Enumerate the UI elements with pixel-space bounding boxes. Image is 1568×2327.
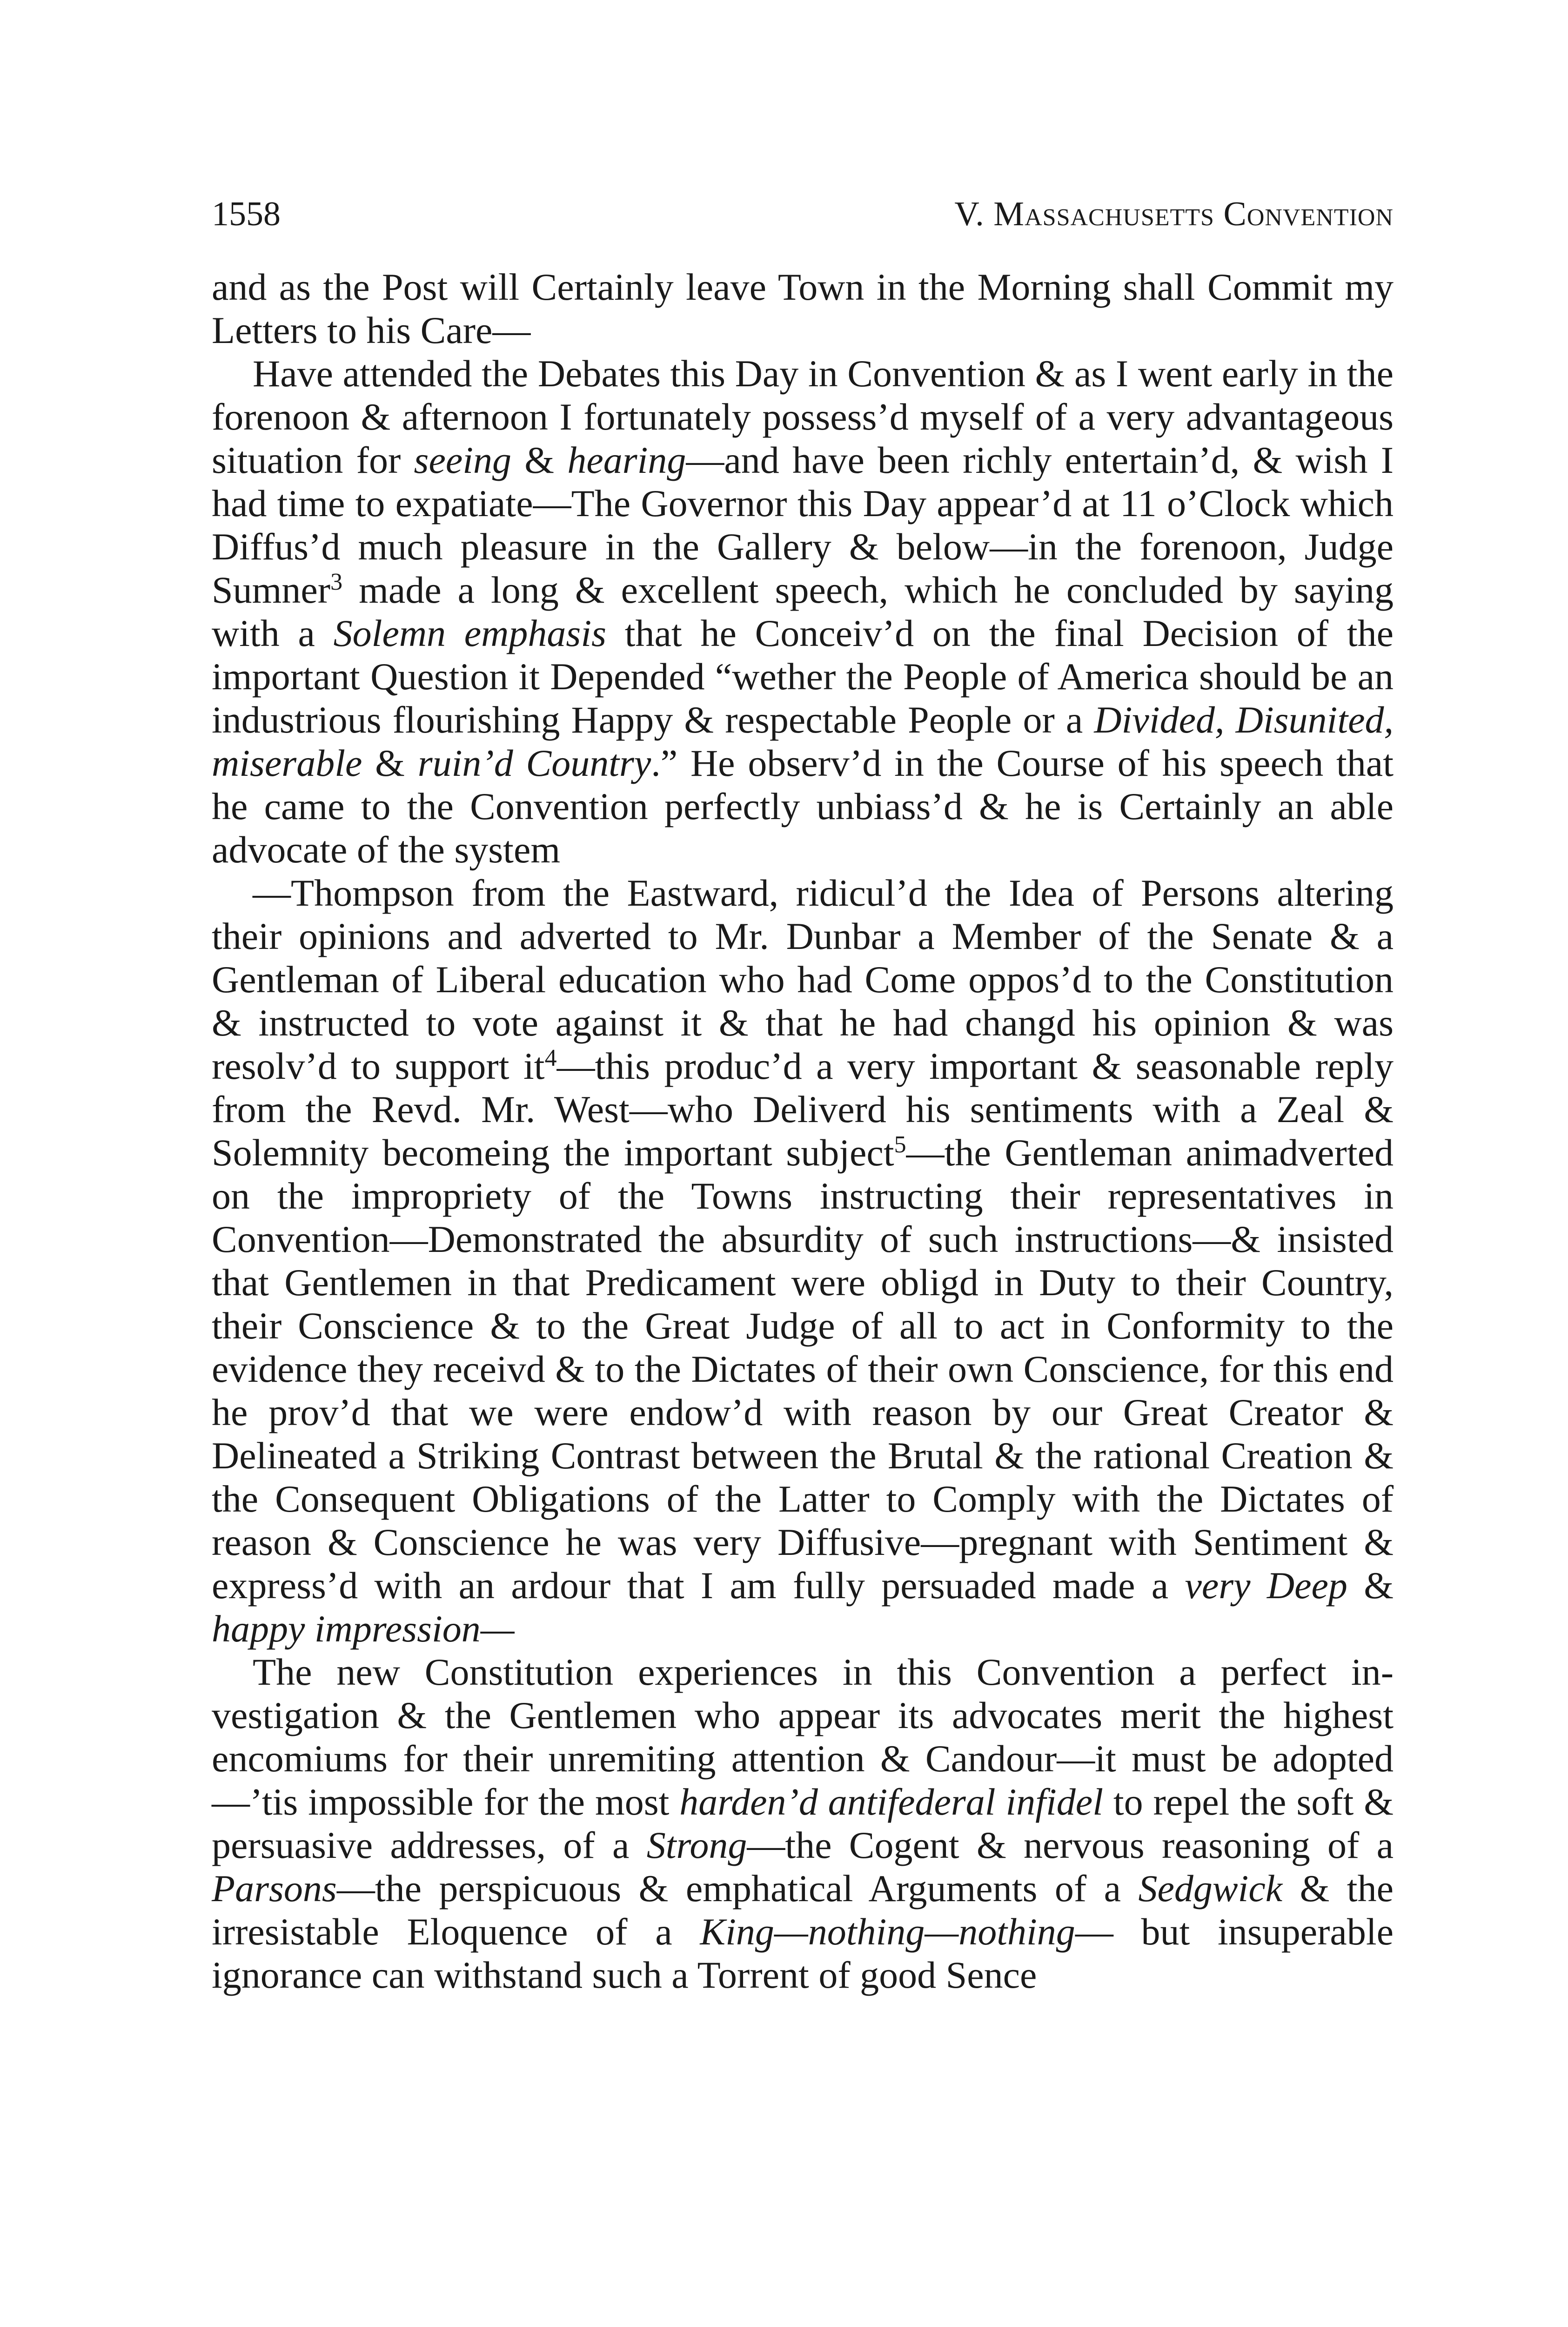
- italic-text: hearing: [567, 439, 686, 481]
- text-run: and as the Post will Certainly leave Town in the Morning shall Commit my Letters to his Care—: [212, 266, 1394, 351]
- italic-text: Solemn emphasis: [333, 612, 607, 654]
- paragraph: [212, 871, 1394, 1650]
- text-run: & the irresistable Eloquence of a: [212, 1867, 1394, 1953]
- text-run: The new Constitution experiences in this Convention a perfect investigation & the Gentlemen who appear its advocates merit the highest encomiums for their unremiting attention & Candour—it must be adopted—’tis impossible for the most: [212, 1651, 1394, 1823]
- text-run: — but insuperable ignorance can withstand such a Torrent of good Sence: [212, 1910, 1394, 1996]
- section-title: V. Massachusetts Convention: [954, 195, 1394, 233]
- text-run: —the Gentleman animadverted on the impropriety of the Towns instructing their representatives in Convention—Demonstrated the absurdity of such instructions—& insisted that Gentlemen in that Predicament were obligd in Duty to their Country, their Conscience & to the Great Judge of all to act in Conformity to the evidence they receivd & to the Dictates of their own Conscience, for this end he prov’d that we were endow’d with reason by our Great Creator & Delineated a Striking Contrast between the Brutal & the rational Creation & the Consequent Obligations of the Latter to Comply with the Dictates of reason & Conscience he was very Diffusive—pregnant with Sentiment & express’d with an ardour that I am fully persuaded made a: [212, 1131, 1394, 1607]
- footnote-marker: 4: [544, 1045, 557, 1071]
- document-page: [212, 195, 1394, 1997]
- italic-text: Strong: [646, 1824, 747, 1866]
- text-run: &: [511, 439, 568, 481]
- paragraph: [212, 265, 1394, 352]
- text-run: —the perspicuous & emphatical Arguments of a: [336, 1867, 1139, 1910]
- text-run: —Thompson from the Eastward, ridicul’d the Idea of Persons altering their opinions and adverted to Mr. Dunbar a Member of the Senate & a Gentleman of Liberal education who had Come oppos’d to the Constitution & instructed to vote against it & that he had changd his opinion & was resolv’d to support it: [212, 872, 1394, 1087]
- paragraph: [212, 1650, 1394, 1997]
- footnote-marker: 3: [330, 569, 343, 595]
- text-run: &: [1347, 1564, 1394, 1607]
- text-run: —this produc’d a very important & seasonable reply from the Revd. Mr. West—who Deliverd his sentiments with a Zeal & Solemnity becomeing the important subject: [212, 1045, 1394, 1174]
- italic-text: Divided, Disunited, miserable: [212, 699, 1394, 784]
- paragraph: [212, 352, 1394, 871]
- italic-text: Parsons: [212, 1867, 337, 1910]
- italic-text: seeing: [414, 439, 512, 481]
- running-head: [212, 195, 1394, 233]
- footnote-marker: 5: [894, 1131, 906, 1158]
- text-run: —and have been richly entertain’d, & wish I had time to expatiate—The Governor this Day appear’d at 11 o’Clock which Diffus’d much pleasure in the Gallery & below—in the forenoon, Judge Sumner: [212, 439, 1394, 611]
- italic-text: Sedgwick: [1138, 1867, 1283, 1910]
- text-run: to repel the soft & persuasive addresses, of a: [212, 1781, 1394, 1866]
- text-run: &: [362, 742, 418, 784]
- italic-text: very Deep: [1185, 1564, 1347, 1607]
- page-number: 1558: [212, 195, 281, 233]
- italic-text: ruin’d Country: [417, 742, 651, 784]
- text-run: Have attended the Debates this Day in Convention & as I went early in the forenoon & afternoon I fortunately possess’d myself of a very advantageous situation for: [212, 352, 1394, 481]
- italic-text: happy impression—: [212, 1607, 515, 1650]
- italic-text: King—nothing—nothing: [700, 1910, 1075, 1953]
- body-text: [212, 265, 1394, 1997]
- text-run: that he Conceiv’d on the final Decision of the important Question it Depended “wether the People of America should be an industrious flourishing Happy & respectable People or a: [212, 612, 1394, 741]
- text-run: .” He observ’d in the Course of his speech that he came to the Convention perfectly unbiass’d & he is Certainly an able advocate of the system: [212, 742, 1394, 871]
- italic-text: harden’d antifederal infidel: [679, 1781, 1103, 1823]
- text-run: made a long & excellent speech, which he concluded by saying with a: [212, 569, 1394, 654]
- text-run: —the Cogent & nervous reasoning of a: [747, 1824, 1394, 1866]
